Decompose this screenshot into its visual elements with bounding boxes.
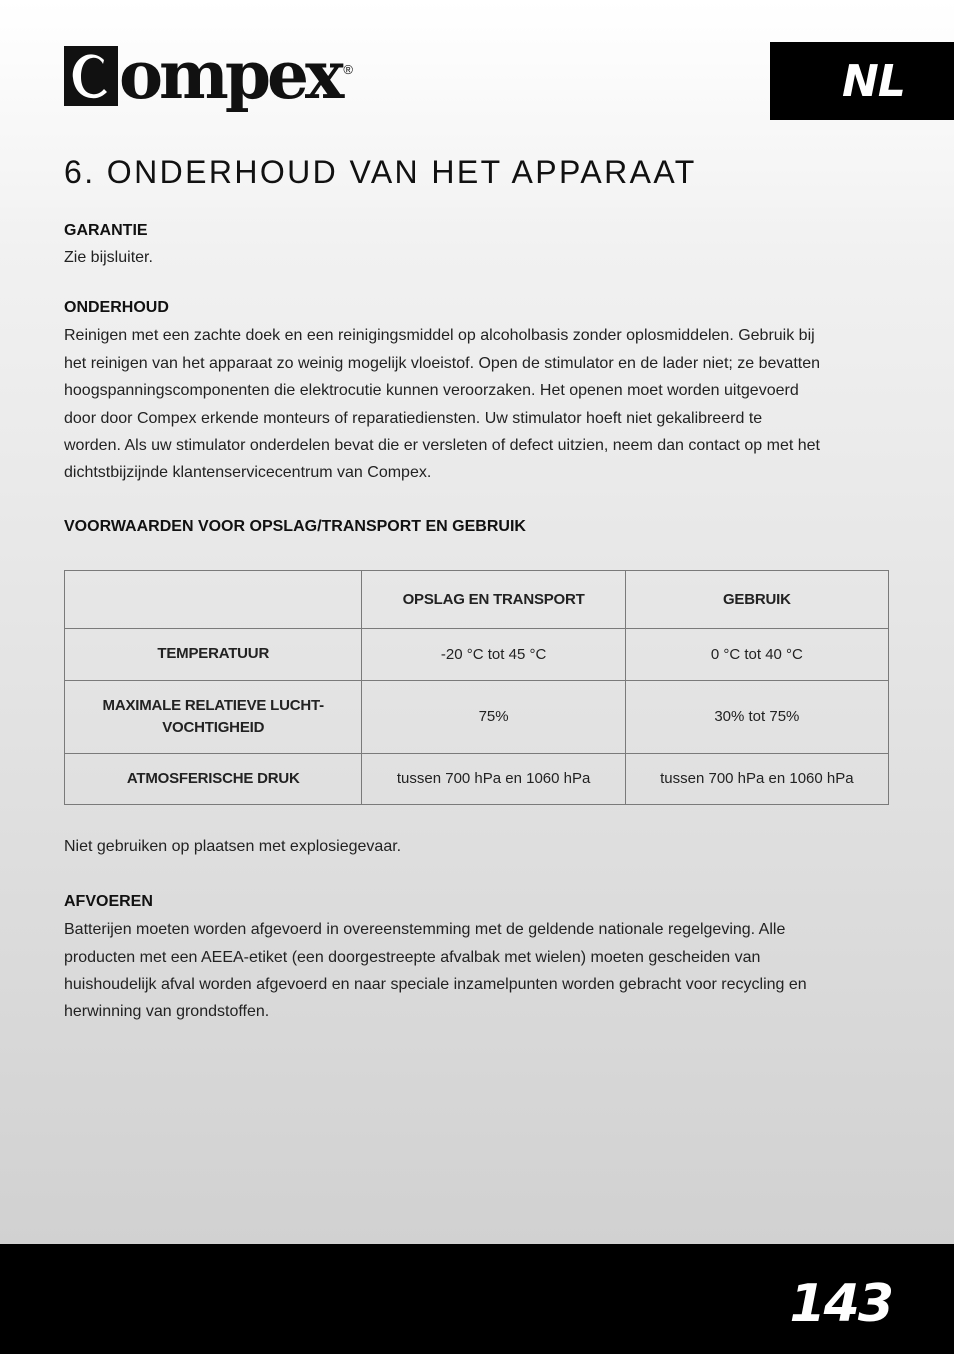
onderhoud-text: [64, 322, 889, 486]
cell-temperatuur-gebruik: 0 °C tot 40 °C: [625, 628, 888, 680]
table-header-empty: [65, 570, 362, 628]
conditions-table: [64, 570, 889, 805]
onderhoud-heading: ONDERHOUD: [64, 299, 169, 317]
compex-logo: [64, 36, 353, 120]
section-garantie: [64, 220, 889, 271]
row-label-vochtigheid-line2: VOCHTIGHEID: [162, 718, 265, 736]
onderhoud-line: dichtstbijzijnde klantenservicecentrum van Compex.: [64, 464, 432, 482]
language-label: NL: [842, 55, 905, 107]
voorwaarden-heading: VOORWAARDEN VOOR OPSLAG/TRANSPORT EN GEBRUIK: [64, 517, 526, 535]
afvoeren-line: Batterijen moeten worden afgevoerd in overeenstemming met de geldende nationale regelgeving. Alle: [64, 921, 786, 939]
table-header-gebruik: GEBRUIK: [625, 570, 888, 628]
table-row: [65, 680, 889, 753]
afvoeren-line: huishoudelijk afval worden afgevoerd en naar speciale inzamelpunten worden gebracht voor recycling en: [64, 976, 807, 994]
table-row: [65, 628, 889, 680]
section-afvoeren: [64, 891, 889, 1026]
cell-vochtigheid-opslag: 75%: [362, 680, 625, 753]
page-number: 143: [789, 1274, 892, 1334]
logo-c-mark: [64, 46, 118, 106]
garantie-text: Zie bijsluiter.: [64, 249, 153, 266]
section-voorwaarden: [64, 516, 889, 538]
afvoeren-line: producten met een AEEA-etiket (een doorgestreepte afvalbak met wielen) moeten gescheiden van: [64, 948, 761, 966]
page-content: [64, 150, 889, 1026]
onderhoud-line: het reinigen van het apparaat zo weinig mogelijk vloeistof. Open de stimulator en de lader niet; ze bevatten: [64, 354, 821, 372]
logo-c-icon: [64, 46, 118, 106]
row-label-temperatuur: TEMPERATUUR: [65, 628, 362, 680]
row-label-vochtigheid-line1: MAXIMALE RELATIEVE LUCHT-: [102, 696, 324, 714]
table-row: [65, 753, 889, 804]
cell-temperatuur-opslag: -20 °C tot 45 °C: [362, 628, 625, 680]
onderhoud-line: Reinigen met een zachte doek en een reinigingsmiddel op alcoholbasis zonder oplosmiddelen. Gebruik bij: [64, 327, 815, 345]
cell-vochtigheid-gebruik: 30% tot 75%: [625, 680, 888, 753]
page-title: 6. ONDERHOUD VAN HET APPARAAT: [64, 154, 697, 190]
table-header-row: [65, 570, 889, 628]
explosion-warning: Niet gebruiken op plaatsen met explosiegevaar.: [64, 837, 402, 855]
logo-wordmark: ompex: [119, 36, 341, 114]
onderhoud-line: worden. Als uw stimulator onderdelen bevat die er versleten of defect uitzien, neem dan contact op met het: [64, 437, 820, 455]
row-label-druk: ATMOSFERISCHE DRUK: [65, 753, 362, 804]
cell-druk-gebruik: tussen 700 hPa en 1060 hPa: [625, 753, 888, 804]
afvoeren-heading: AFVOEREN: [64, 893, 153, 911]
registered-mark: ®: [343, 62, 353, 77]
footer-bar: [0, 1244, 954, 1354]
onderhoud-line: door door Compex erkende monteurs of reparatiediensten. Uw stimulator hoeft niet gekalibreerd te: [64, 409, 763, 427]
garantie-heading: GARANTIE: [64, 222, 148, 239]
table-header-opslag: OPSLAG EN TRANSPORT: [362, 570, 625, 628]
section-onderhoud: [64, 297, 889, 486]
language-tab: [770, 42, 954, 120]
onderhoud-line: hoogspanningscomponenten die elektrocutie kunnen veroorzaken. Het openen moet worden uitgevoerd: [64, 382, 799, 400]
row-label-vochtigheid: [65, 680, 362, 753]
afvoeren-text: [64, 916, 889, 1026]
afvoeren-line: herwinning van grondstoffen.: [64, 1003, 270, 1021]
cell-druk-opslag: tussen 700 hPa en 1060 hPa: [362, 753, 625, 804]
